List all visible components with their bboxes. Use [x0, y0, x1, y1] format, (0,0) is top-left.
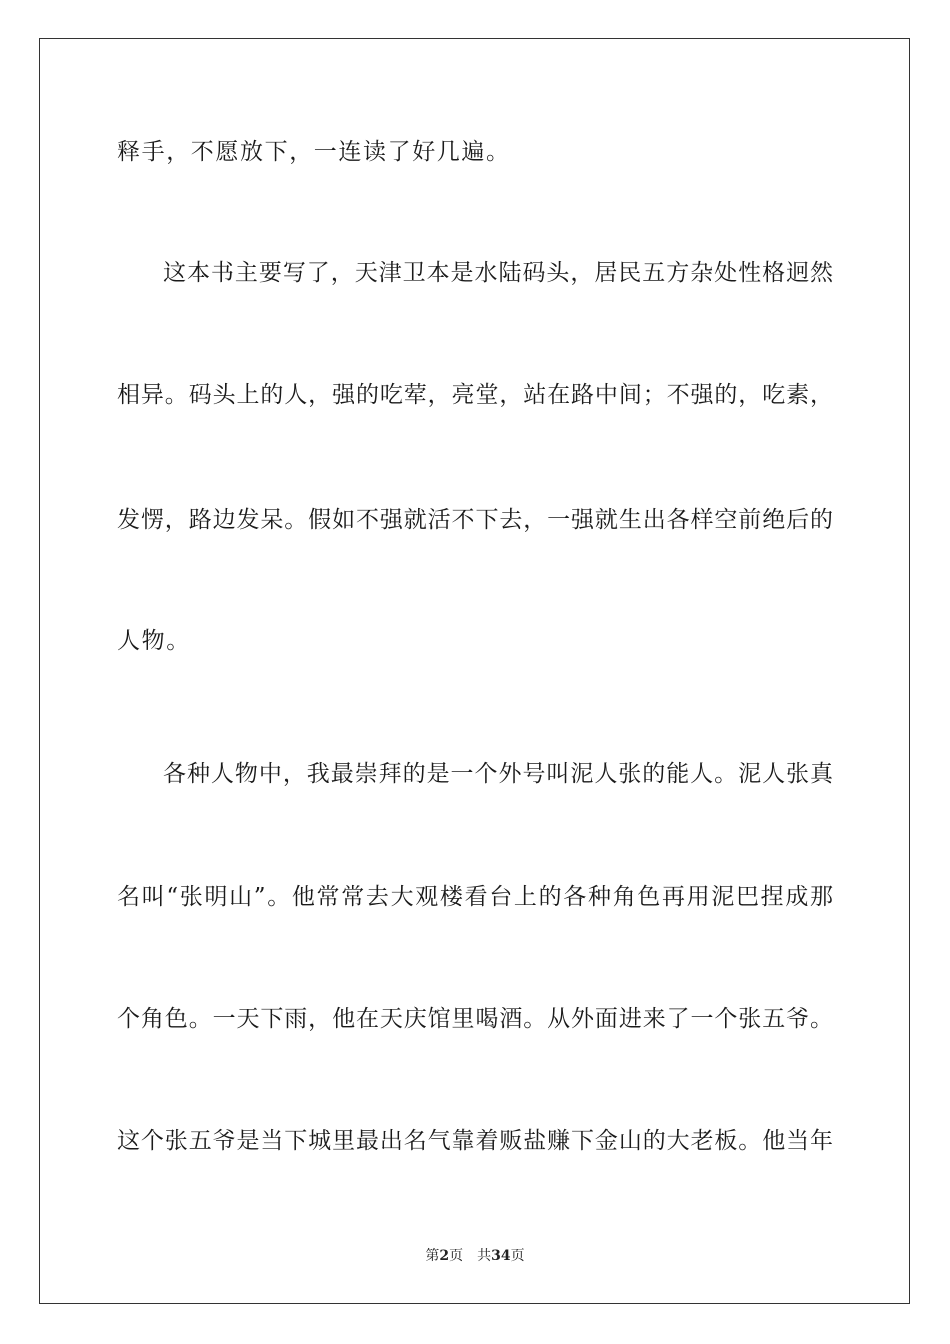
text-line-9: 这个张五爷是当下城里最出名气靠着贩盐赚下金山的大老板。他当年: [117, 1128, 833, 1154]
text-line-4: 发愣，路边发呆。假如不强就活不下去，一强就生出各样空前绝后的: [117, 507, 833, 533]
total-suffix: 页: [510, 1248, 525, 1264]
text-line-5: 人物。: [117, 628, 191, 654]
total-pages: 34: [491, 1248, 511, 1264]
text-line-1: 释手，不愿放下，一连读了好几遍。: [117, 139, 511, 165]
page-border: [39, 38, 910, 1304]
page-footer: [0, 1247, 950, 1265]
page-number: 2: [439, 1248, 450, 1264]
text-line-8: 个角色。一天下雨，他在天庆馆里喝酒。从外面进来了一个张五爷。: [117, 1006, 833, 1032]
text-line-3: 相异。码头上的人，强的吃荤，亮堂，站在路中间；不强的，吃素，: [117, 382, 833, 408]
page-suffix: 页: [449, 1248, 464, 1264]
text-line-2: 这本书主要写了，天津卫本是水陆码头，居民五方杂处性格迥然: [163, 260, 833, 286]
page-prefix: 第: [425, 1248, 440, 1264]
text-line-6: 各种人物中，我最崇拜的是一个外号叫泥人张的能人。泥人张真: [163, 761, 833, 787]
total-prefix: 共: [477, 1248, 492, 1264]
text-line-7: 名叫“张明山”。他常常去大观楼看台上的各种角色再用泥巴捏成那: [117, 884, 833, 910]
